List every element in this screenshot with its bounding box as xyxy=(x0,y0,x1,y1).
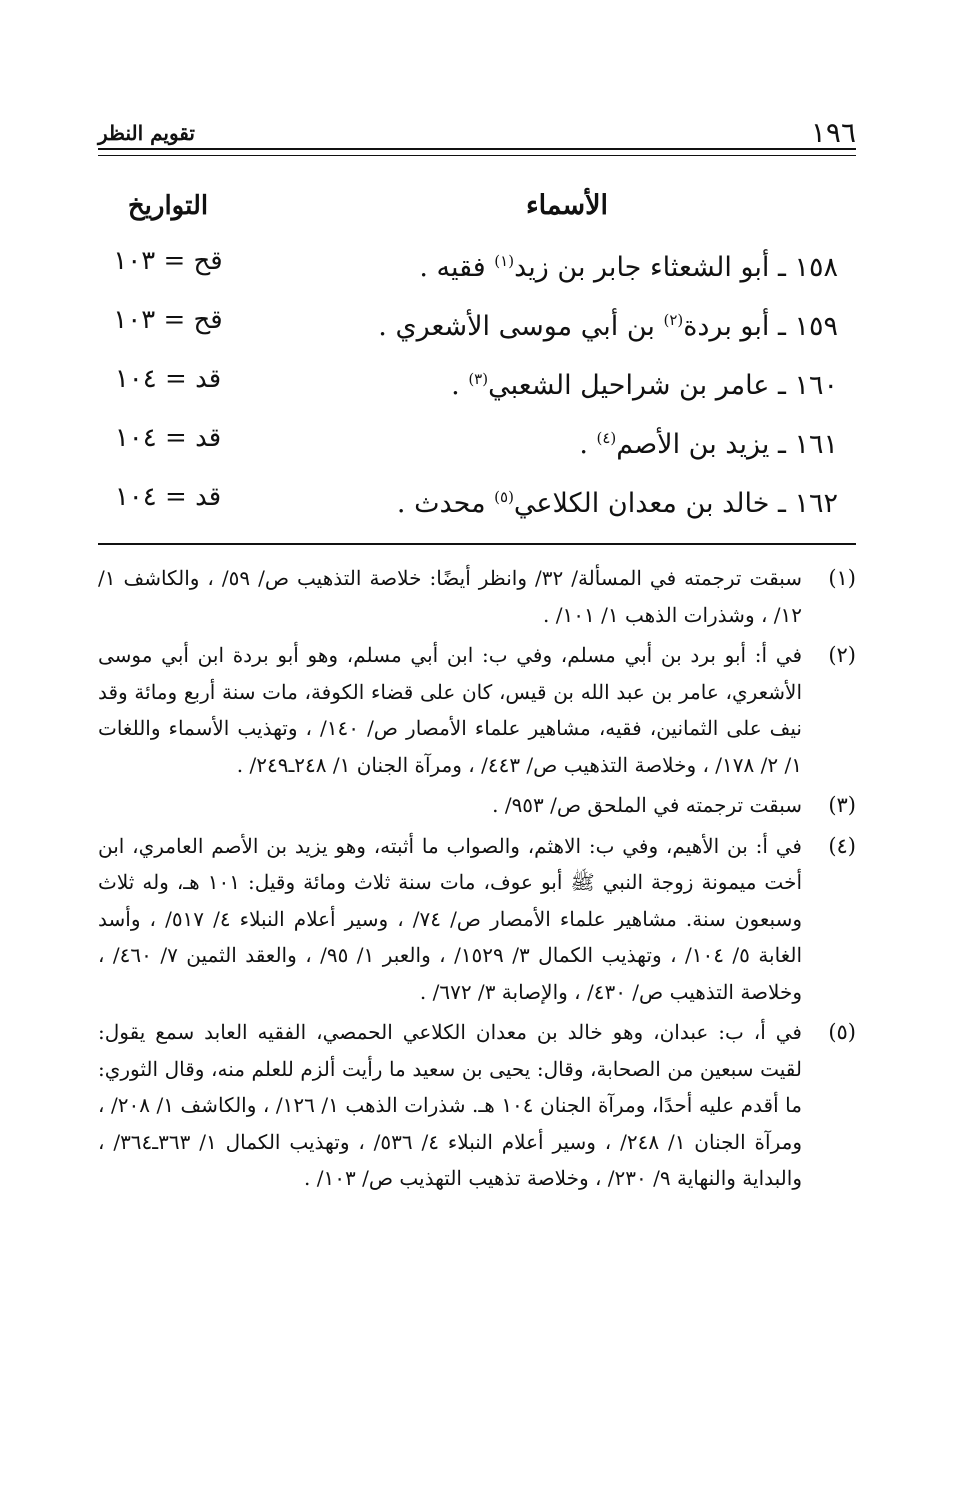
footnote-ref[interactable]: (٢) xyxy=(663,311,684,329)
footnote-text: سبقت ترجمته في الملحق ص/ ٩٥٣/ . xyxy=(492,793,802,817)
footnote-ref[interactable]: (٣) xyxy=(468,370,489,388)
footnote-text: في أ: أبو برد بن أبي مسلم، وفي ب: ابن أبي مسلم، وهو أبو بردة ابن أبي موسى الأشعري، عامر بن عبد الله بن قيس، كان على قضاء الكوفة، مات سنة أربع ومائة وقد نيف على الثمانين، فقيه، مشاهير علماء الأمصار ص/ ١٤٠/ ، وتهذيب الأسماء واللغات ١/ ٢/ ١٧٨/ ، وخلاصة التذهيب ص/ ٤٤٣/ ، ومرآة الجنان ١/ ٢٤٨ـ٢٤٩/ . xyxy=(98,643,803,777)
footnote-text: في أ: بن الأهيم، وفي ب: الاهثم، والصواب ما أثبته، وهو يزيد بن الأصم العامري، ابن أخت ميمونة زوجة النبي ﷺ أبو عوف، مات سنة ثلاث ومائة وقيل: ١٠١ هـ، وله ثلاث وسبعون سنة. مشاهير علماء الأمصار ص/ ٧٤/ ، وسير أعلام النبلاء ٤/ ٥١٧/ ، وأسد الغابة ٥/ ١٠٤/ ، وتهذيب الكمال ٣/ ١٥٢٩/ ، والعبر ١/ ٩٥/ ، والعقد الثمين ٧/ ٤٦٠/ ، وخلاصة التذهيب ص/ ٤٣٠/ ، والإصابة ٣/ ٦٧٢/ . xyxy=(98,833,802,1004)
footnote-number: (٢) xyxy=(828,643,856,667)
footnote xyxy=(98,560,856,633)
book-title: تقويم النظر xyxy=(98,121,195,145)
footnote-ref[interactable]: (٥) xyxy=(494,488,514,506)
column-header-dates: التواريخ xyxy=(127,191,209,221)
page-number: ١٩٦ xyxy=(810,116,856,149)
footnote xyxy=(98,1014,856,1197)
table-row xyxy=(98,412,838,471)
footnote-number: (١) xyxy=(828,566,856,590)
footnote-text: في أ، ب: عبدان، وهو خالد بن معدان الكلاعي الحمصي، الفقيه العابد سمع يقول: لقيت سبعين من الصحابة، وقال: يحيى بن سعيد ما رأيت ألزم للعلم منه، وقال الثوري: ما أقدم عليه أحدًا، ومرآة الجنان ١٠٤ هـ. شذرات الذهب ١/ ١٢٦/ ، والكاشف ١/ ٢٠٨/ ، ومرآة الجنان ١/ ٢٤٨/ ، وسير أعلام النبلاء ٤/ ٥٣٦/ ، وتهذيب الكمال ١/ ٣٦٣ـ٣٦٤/ ، والبداية والنهاية ٩/ ٢٣٠/ ، وخلاصة تذهيب التهذيب ص/ ١٠٣/ . xyxy=(98,1020,802,1190)
person-name: ١٥٩ ـ أبو بردة$^{(٢)}$ بن أبي موسى الأشعري . xyxy=(378,311,838,342)
person-name: ١٦٠ ـ عامر بن شراحيل الشعبي$^{(٣)}$ . xyxy=(451,370,838,401)
footnote-ref[interactable]: (١) xyxy=(494,252,515,270)
death-date: قد = ١٠٤ xyxy=(114,423,222,453)
footnote xyxy=(98,637,856,783)
footnote-ref[interactable]: (٤) xyxy=(596,429,617,447)
footnote-separator xyxy=(98,543,856,545)
table-row xyxy=(98,353,838,412)
footnote-number: (٥) xyxy=(828,1020,856,1044)
person-name: ١٦١ ـ يزيد بن الأصم$^{(٤)}$ . xyxy=(579,429,838,460)
footnote-number: (٤) xyxy=(828,833,856,858)
footnote-number: (٣) xyxy=(828,793,856,817)
table-header-row xyxy=(98,180,838,235)
death-date: قد = ١٠٤ xyxy=(114,364,222,394)
person-name: ١٥٨ ـ أبو الشعثاء جابر بن زيد$^{(١)}$ فقيه . xyxy=(419,252,838,283)
table-row xyxy=(98,471,838,530)
death-date: قح = ١٠٣ xyxy=(113,246,223,276)
footnotes xyxy=(98,560,856,1201)
footnote-text: سبقت ترجمته في المسألة/ ٣٢/ وانظر أيضًا: خلاصة التذهيب ص/ ٥٩/ ، والكاشف ١/ ١٢/ ، وشذرات الذهب ١/ ١٠١/ . xyxy=(98,566,802,627)
person-name: ١٦٢ ـ خالد بن معدان الكلاعي$^{(٥)}$ محدث . xyxy=(396,488,838,519)
column-header-names: الأسماء xyxy=(525,190,608,221)
names-dates-table xyxy=(98,180,838,530)
table-row xyxy=(98,294,838,353)
running-header xyxy=(98,112,856,152)
header-rule-thick xyxy=(98,148,856,150)
footnote xyxy=(98,787,856,824)
header-rule-thin xyxy=(98,155,856,156)
death-date: قد = ١٠٤ xyxy=(114,482,222,512)
table-row xyxy=(98,235,838,294)
death-date: قح = ١٠٣ xyxy=(113,305,223,335)
footnote xyxy=(98,828,856,1011)
